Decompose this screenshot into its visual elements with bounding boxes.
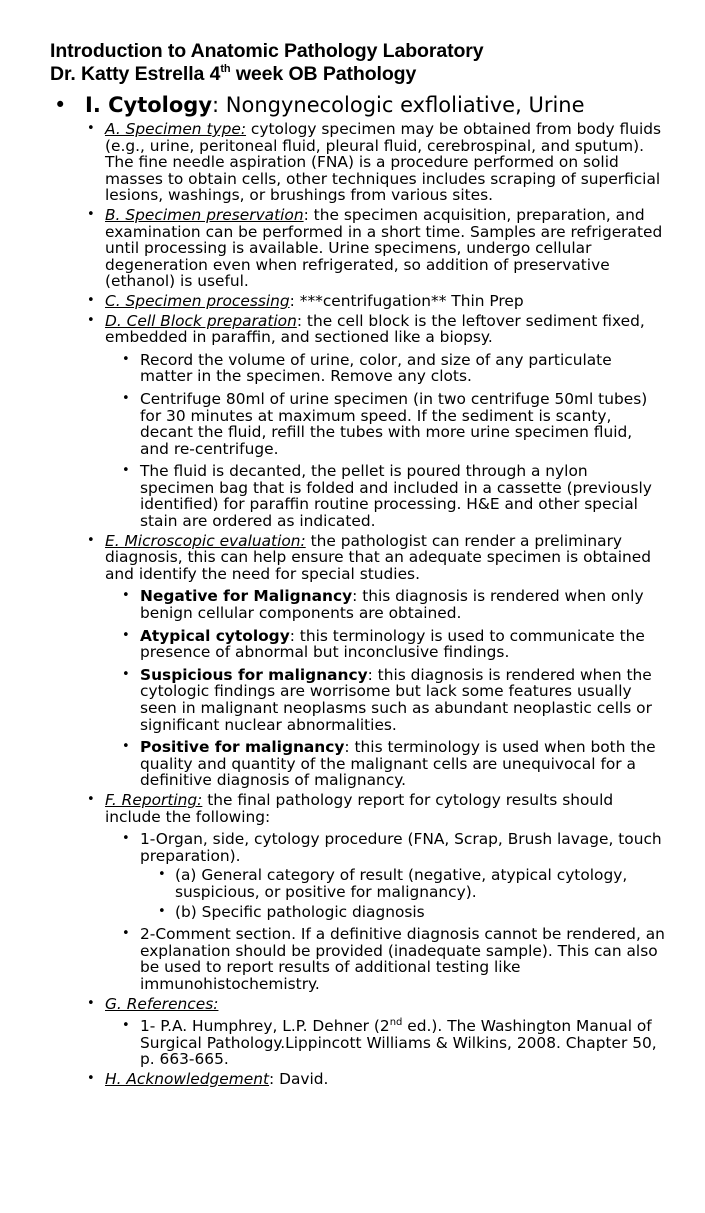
item-label: B. Specimen preservation [105, 205, 304, 224]
bullet-icon: • [122, 1018, 130, 1034]
bullet-icon: • [122, 351, 130, 367]
cell-block-step: • Record the volume of urine, color, and size of any particulate matter in the specimen. Remove any clots. [122, 350, 612, 386]
title-line-2: Dr. Katty Estrella 4th week OB Pathology [50, 62, 417, 85]
diagnosis-category: • Atypical cytology: this terminology is used to communicate the presence of abnormal but inconclusive findings. [122, 626, 645, 662]
bullet-icon: • [122, 831, 130, 847]
item-reporting: • F. Reporting: the final pathology report for cytology results should include the following: [87, 790, 614, 826]
bullet-icon: • [122, 926, 130, 942]
diagnosis-term: Positive for malignancy [140, 738, 345, 757]
bullet-icon: • [122, 588, 130, 604]
bullet-icon: • [122, 390, 130, 406]
item-acknowledgement: • H. Acknowledgement: David. [87, 1069, 329, 1088]
cell-block-step: • The fluid is decanted, the pellet is poured through a nylon specimen bag that is folded and included in a cassette (previously identified) for paraffin routine processing. H&E and other special stain are ordered as indicated. [122, 462, 652, 531]
outline [50, 92, 665, 1087]
item-microscopic-evaluation: • E. Microscopic evaluation: the pathologist can render a preliminary diagnosis, this can help ensure that an adequate specimen is obtained and identify the need for special studies. [87, 531, 651, 583]
cell-block-step: • Centrifuge 80ml of urine specimen (in two centrifuge 50ml tubes) for 30 minutes at maximum speed. If the sediment is scanty, decant the fluid, refill the tubes with more urine specimen fluid, and re-centrifuge. [122, 389, 648, 458]
bullet-icon: • [158, 903, 166, 919]
bullet-icon: • [87, 121, 95, 136]
bullet-icon: • [54, 93, 67, 117]
item-label: F. Reporting: [105, 790, 203, 809]
section-label: I. Cytology [85, 93, 213, 117]
item-cell-block: • D. Cell Block preparation: the cell block is the leftover sediment fixed, embedded in paraffin, and sectioned like a biopsy. [87, 311, 645, 347]
bullet-icon: • [122, 463, 130, 479]
item-label: C. Specimen processing [105, 291, 290, 310]
title-line-1: Introduction to Anatomic Pathology Laboratory [50, 40, 484, 62]
report-subsection: • (a) General category of result (negative, atypical cytology, suspicious, or positive for malignancy). [158, 866, 628, 901]
item-label: H. Acknowledgement [105, 1069, 270, 1088]
item-specimen-type: • A. Specimen type: cytology specimen may be obtained from body fluids (e.g., urine, peritoneal fluid, pleural fluid, cerebrospinal, and sputum). The fine needle aspiration (FNA) is a procedure performed on solid masses to obtain cells, other techniques includes scraping of superficial lesions, washings, or brushings from various sites. [87, 120, 662, 205]
bullet-icon: • [122, 739, 130, 755]
reference-entry: • 1- P.A. Humphrey, L.P. Dehner (2nd ed.). The Washington Manual of Surgical Pathology.Lippincott Williams & Wilkins, 2008. Chapter 50, p. 663-665. [122, 1016, 657, 1069]
diagnosis-term: Atypical cytology [140, 626, 290, 645]
section-subtitle: Nongynecologic exfloliative, Urine [225, 93, 585, 117]
bullet-icon: • [87, 791, 95, 807]
bullet-icon: • [87, 995, 95, 1011]
bullet-icon: • [87, 532, 95, 548]
item-label: A. Specimen type: [105, 120, 247, 138]
item-label: E. Microscopic evaluation: [105, 531, 306, 550]
bullet-icon: • [87, 312, 95, 328]
diagnosis-category: • Suspicious for malignancy: this diagnosis is rendered when the cytologic findings are worrisome but lack some features usually seen in malignant neoplasms such as abundant neoplastic cells or significant nuclear abnormalities. [122, 665, 652, 734]
item-references [50, 996, 665, 1013]
item-label: D. Cell Block preparation [105, 311, 297, 330]
diagnosis-category: • Positive for malignancy: this terminology is used when both the quality and quantity of the malignant cells are unequivocal for a definitive diagnosis of malignancy. [122, 738, 656, 790]
item-label: G. References: [105, 994, 219, 1013]
bullet-icon: • [87, 1070, 95, 1086]
bullet-icon: • [122, 666, 130, 682]
bullet-icon: • [87, 292, 95, 308]
item-specimen-preservation: • B. Specimen preservation: the specimen acquisition, preparation, and examination can be performed in a short time. Samples are refrigerated until processing is available. Urine specimens, undergo cellular degeneration even when refrigerated, so addition of preservative (ethanol) is useful. [87, 205, 663, 291]
report-section: • 1-Organ, side, cytology procedure (FNA, Scrap, Brush lavage, touch preparation). [122, 830, 662, 865]
diagnosis-category: • Negative for Malignancy: this diagnosis is rendered when only benign cellular components are obtained. [122, 587, 644, 623]
section-cytology: • I. Cytology: Nongynecologic exfloliative, Urine [54, 93, 585, 117]
item-specimen-processing: • C. Specimen processing: ***centrifugation** Thin Prep [87, 291, 524, 310]
bullet-icon: • [122, 627, 130, 643]
document-title [50, 40, 665, 86]
bullet-icon: • [158, 867, 166, 883]
report-section: • 2-Comment section. If a definitive diagnosis cannot be rendered, an explanation should be provided (inadequate sample). This can also be used to report results of additional testing like immunohistochemistry. [122, 925, 665, 993]
diagnosis-term: Negative for Malignancy [140, 587, 353, 606]
report-subsection: • (b) Specific pathologic diagnosis [158, 902, 425, 921]
diagnosis-term: Suspicious for malignancy [140, 665, 368, 684]
bullet-icon: • [87, 206, 95, 222]
